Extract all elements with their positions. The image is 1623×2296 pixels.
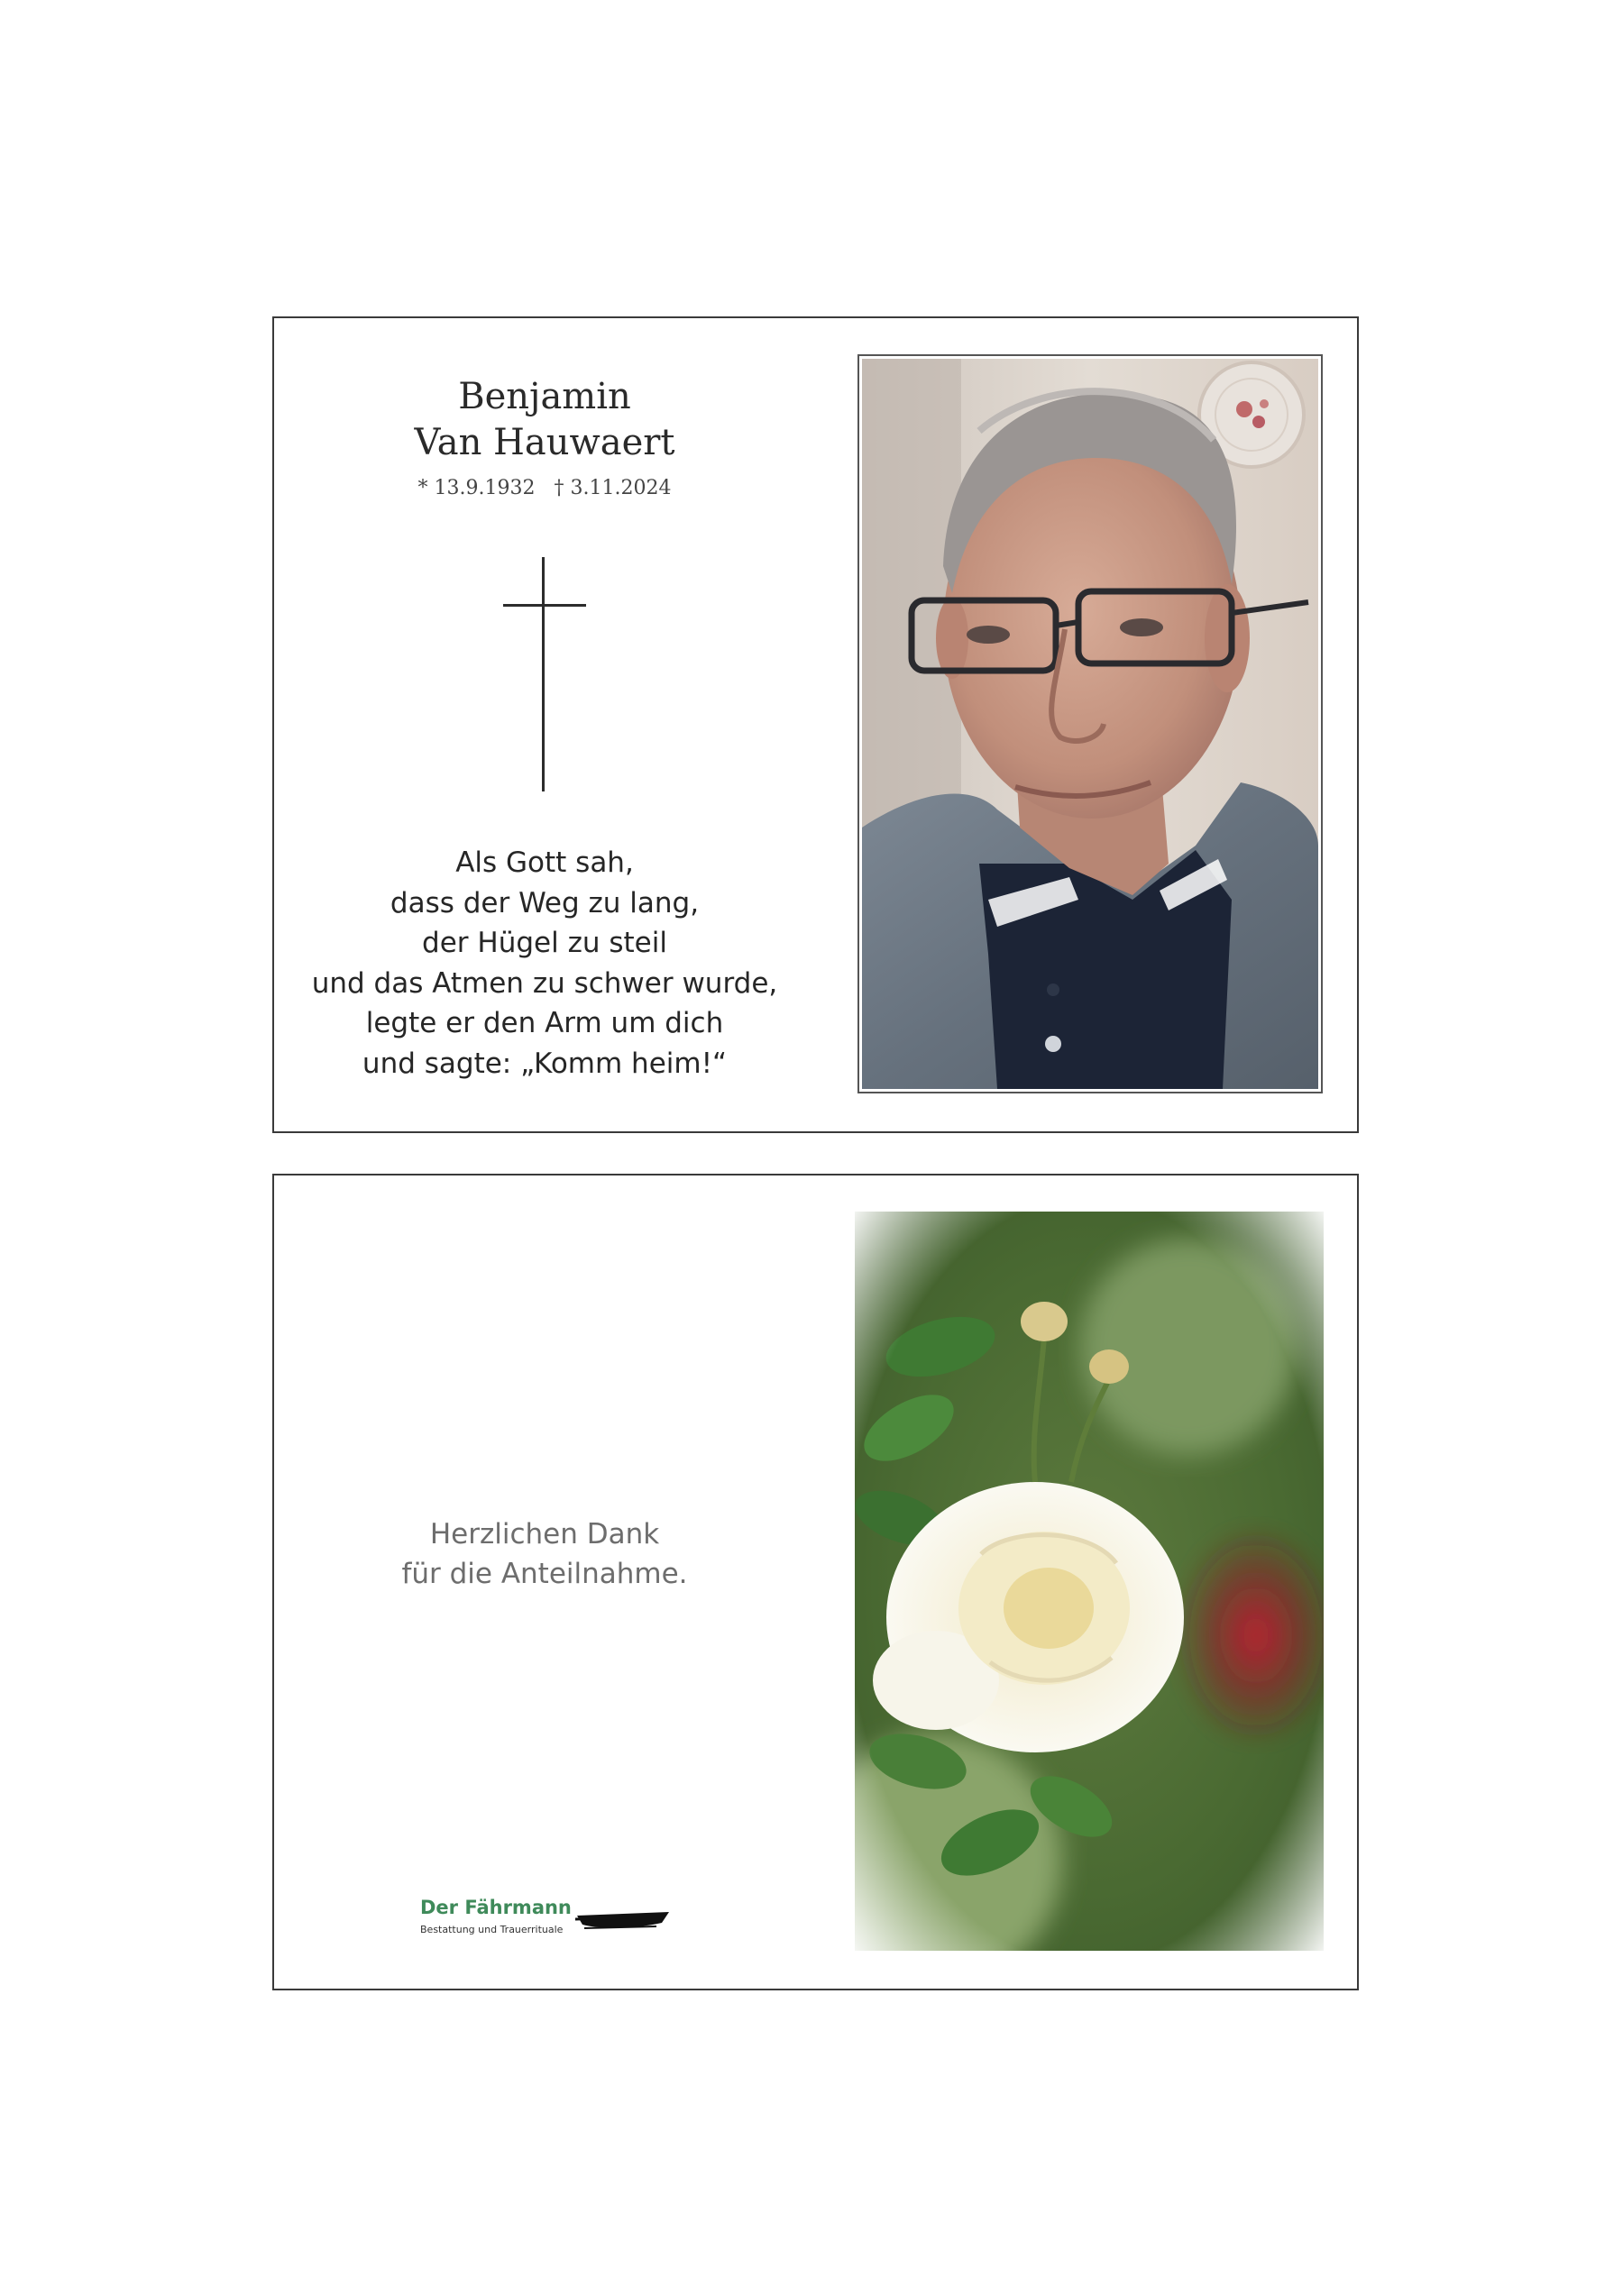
logo-tagline: Bestattung und Trauerrituale bbox=[420, 1924, 564, 1935]
deceased-first-name: Benjamin bbox=[458, 376, 631, 417]
boat-icon bbox=[575, 1908, 671, 1934]
rose-photo bbox=[855, 1212, 1324, 1951]
logo-name: Der Fährmann bbox=[420, 1897, 572, 1918]
memorial-card-back bbox=[272, 1174, 1359, 1990]
poem-line: dass der Weg zu lang, bbox=[390, 886, 700, 919]
memorial-card-front bbox=[272, 316, 1359, 1133]
poem-line: Als Gott sah, bbox=[455, 846, 634, 879]
thank-you-message bbox=[274, 1514, 815, 1594]
poem-line: der Hügel zu steil bbox=[422, 927, 667, 959]
memorial-poem bbox=[274, 843, 815, 1084]
portrait-photo bbox=[857, 354, 1323, 1093]
thanks-line: Herzlichen Dank bbox=[429, 1518, 660, 1550]
funeral-home-logo bbox=[420, 1897, 691, 1947]
poem-line: legte er den Arm um dich bbox=[365, 1007, 724, 1039]
thanks-line: für die Anteilnahme. bbox=[401, 1558, 688, 1590]
poem-line: und sagte: „Komm heim!“ bbox=[362, 1047, 728, 1080]
life-dates: * 13.9.1932 † 3.11.2024 bbox=[417, 477, 672, 499]
deceased-last-name: Van Hauwaert bbox=[414, 422, 675, 463]
poem-line: und das Atmen zu schwer wurde, bbox=[311, 966, 778, 1000]
